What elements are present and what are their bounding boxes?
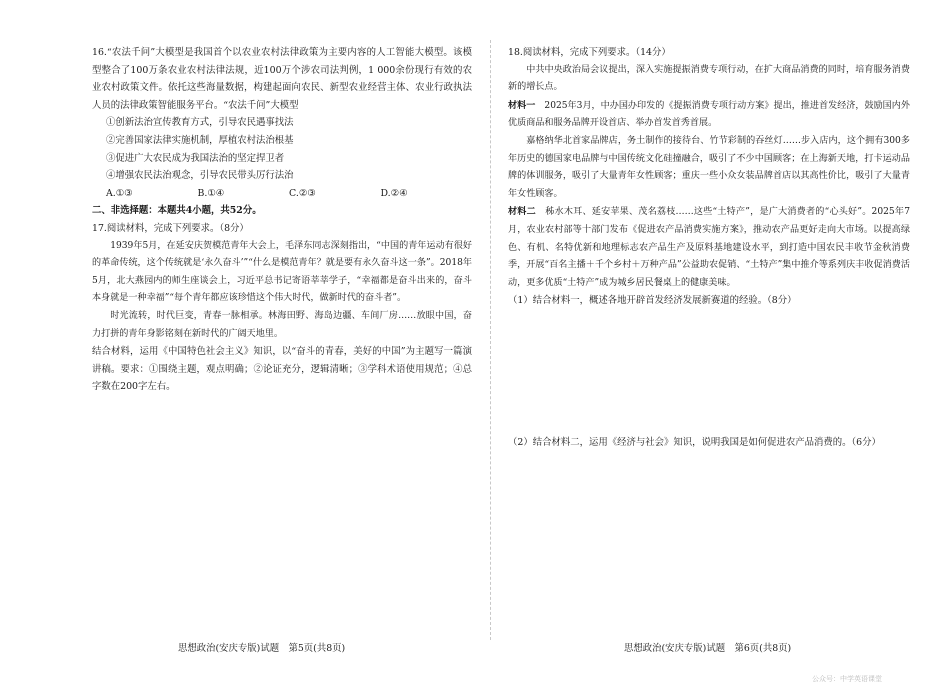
section-2-heading: 二、非选择题：本题共4小题，共52分。 bbox=[92, 205, 262, 217]
option-a: A.①③ bbox=[106, 187, 133, 199]
question-17-task: 结合材料，运用《中国特色社会主义》知识，以“奋斗的青春，美好的中国”为主题写一篇演讲稿。要求：①围绕主题，观点明确；②论证充分，逻辑清晰；③学科术语使用规范；④总字数在200字左右。 bbox=[92, 346, 472, 393]
page-divider bbox=[490, 40, 491, 640]
question-16-options bbox=[92, 185, 472, 203]
material-2-text: 秭水木耳、延安苹果、茂名荔枝……这些“土特产”，是广大消费者的“心头好”。2025年7月，农业农村部等十部门发布《促进农产品消费实施方案》，推动农产品更好走向大市场。以提高绿色、有机、名特优新和地理标志农产品生产及原料基地建设水平，到打造中国农民丰收节金秋消费季，开展“百名主播＋千个乡村＋万种产品”公益助农促销、“土特产”集中推介等系列庆丰收促消费活动，更多优质“土特产”成为城乡居民餐桌上的健康美味。 bbox=[508, 207, 910, 288]
watermark: 公众号：中学英语课堂 bbox=[812, 675, 882, 683]
question-18-stem: 18.阅读材料，完成下列要求。（14分） bbox=[508, 47, 671, 58]
question-16-item-1: ①创新法治宣传教育方式，引导农民遇事找法 bbox=[106, 117, 294, 129]
option-d: D.②④ bbox=[380, 187, 408, 199]
left-page bbox=[92, 44, 472, 396]
option-b: B.①④ bbox=[197, 187, 225, 199]
question-18-sub-1: （1）结合材料一，概述各地开辟首发经济发展新赛道的经验。（8分） bbox=[508, 295, 797, 307]
material-1 bbox=[508, 97, 910, 133]
question-16-item-2: ②完善国家法律实施机制，厚植农村法治根基 bbox=[106, 134, 294, 146]
material-2-label: 材料二 bbox=[508, 206, 536, 218]
question-16-stem: 16.“农法千问”大模型是我国首个以农业农村法律政策为主要内容的人工智能大模型。该模型整合了100万条农业农村法律法规，近100万个涉农司法判例，1 000余份现行有效的农业农村政策文件。依托这些海量数据，构建起面向农民、新型农业经营主体、农业行政执法人员的法律政策智能服务平台。“农法千问”大模型 bbox=[92, 47, 472, 111]
material-2 bbox=[508, 203, 910, 292]
left-page-footer: 思想政治(安庆专版)试题 第5页(共8页) bbox=[178, 643, 346, 654]
material-1-text: 2025年3月，中办国办印发的《提振消费专项行动方案》提出，推进首发经济，鼓励国内外优质商品和服务品牌开设首店、举办首发首秀首展。 bbox=[508, 100, 910, 129]
question-17-material-para-1: 1939年5月，在延安庆贺模范青年大会上，毛泽东同志深刻指出，“中国的青年运动有很好的革命传统，这个传统就是‘永久奋斗’”“什么是模范青年？就是要有永久奋斗这一条”。2018年5月，北大燕园内的师生座谈会上，习近平总书记寄语莘莘学子，“幸福都是奋斗出来的，奋斗本身就是一种幸福”“每个青年都应该珍惜这个伟大时代，做新时代的奋斗者”。 bbox=[92, 240, 472, 304]
question-16-item-4: ④增强农民法治观念，引导农民带头厉行法治 bbox=[106, 170, 294, 182]
question-17-material-para-2: 时光流转，时代巨变，青春一脉相承。林海田野、海岛边疆、车间厂房……放眼中国，奋力打拼的青年身影铭刻在新时代的广阔天地里。 bbox=[92, 310, 472, 339]
question-18 bbox=[508, 44, 910, 452]
question-18-sub-2: （2）结合材料二，运用《经济与社会》知识，说明我国是如何促进农产品消费的。（6分） bbox=[508, 436, 881, 448]
right-page-footer: 思想政治(安庆专版)试题 第6页(共8页) bbox=[624, 643, 792, 654]
question-17 bbox=[92, 220, 472, 396]
question-18-intro: 中共中央政治局会议提出，深入实施提振消费专项行动，在扩大商品消费的同时，培育服务消费新的增长点。 bbox=[508, 64, 910, 93]
material-1-label: 材料一 bbox=[508, 99, 536, 111]
question-16-item-3: ③促进广大农民成为我国法治的坚定捍卫者 bbox=[106, 152, 285, 164]
question-16 bbox=[92, 44, 472, 202]
option-c: C.②③ bbox=[289, 187, 316, 199]
material-1-para-2: 嘉格纳华北首家品牌店，务土制作的接待台、竹节彩制的吞丝灯……步入店内，这个拥有300多年历史的德国家电品牌与中国传统文化硅撞融合，吸引了不少中国顾客；在上海新天地，打卡运动品牌的体训服务，吸引了大量青年女性顾客；重庆一些小众女装品牌首店以其高性价比，吸引了大量青年女性顾客。 bbox=[508, 135, 910, 199]
right-page bbox=[508, 44, 910, 452]
question-17-stem: 17.阅读材料，完成下列要求。（8分） bbox=[92, 222, 249, 234]
